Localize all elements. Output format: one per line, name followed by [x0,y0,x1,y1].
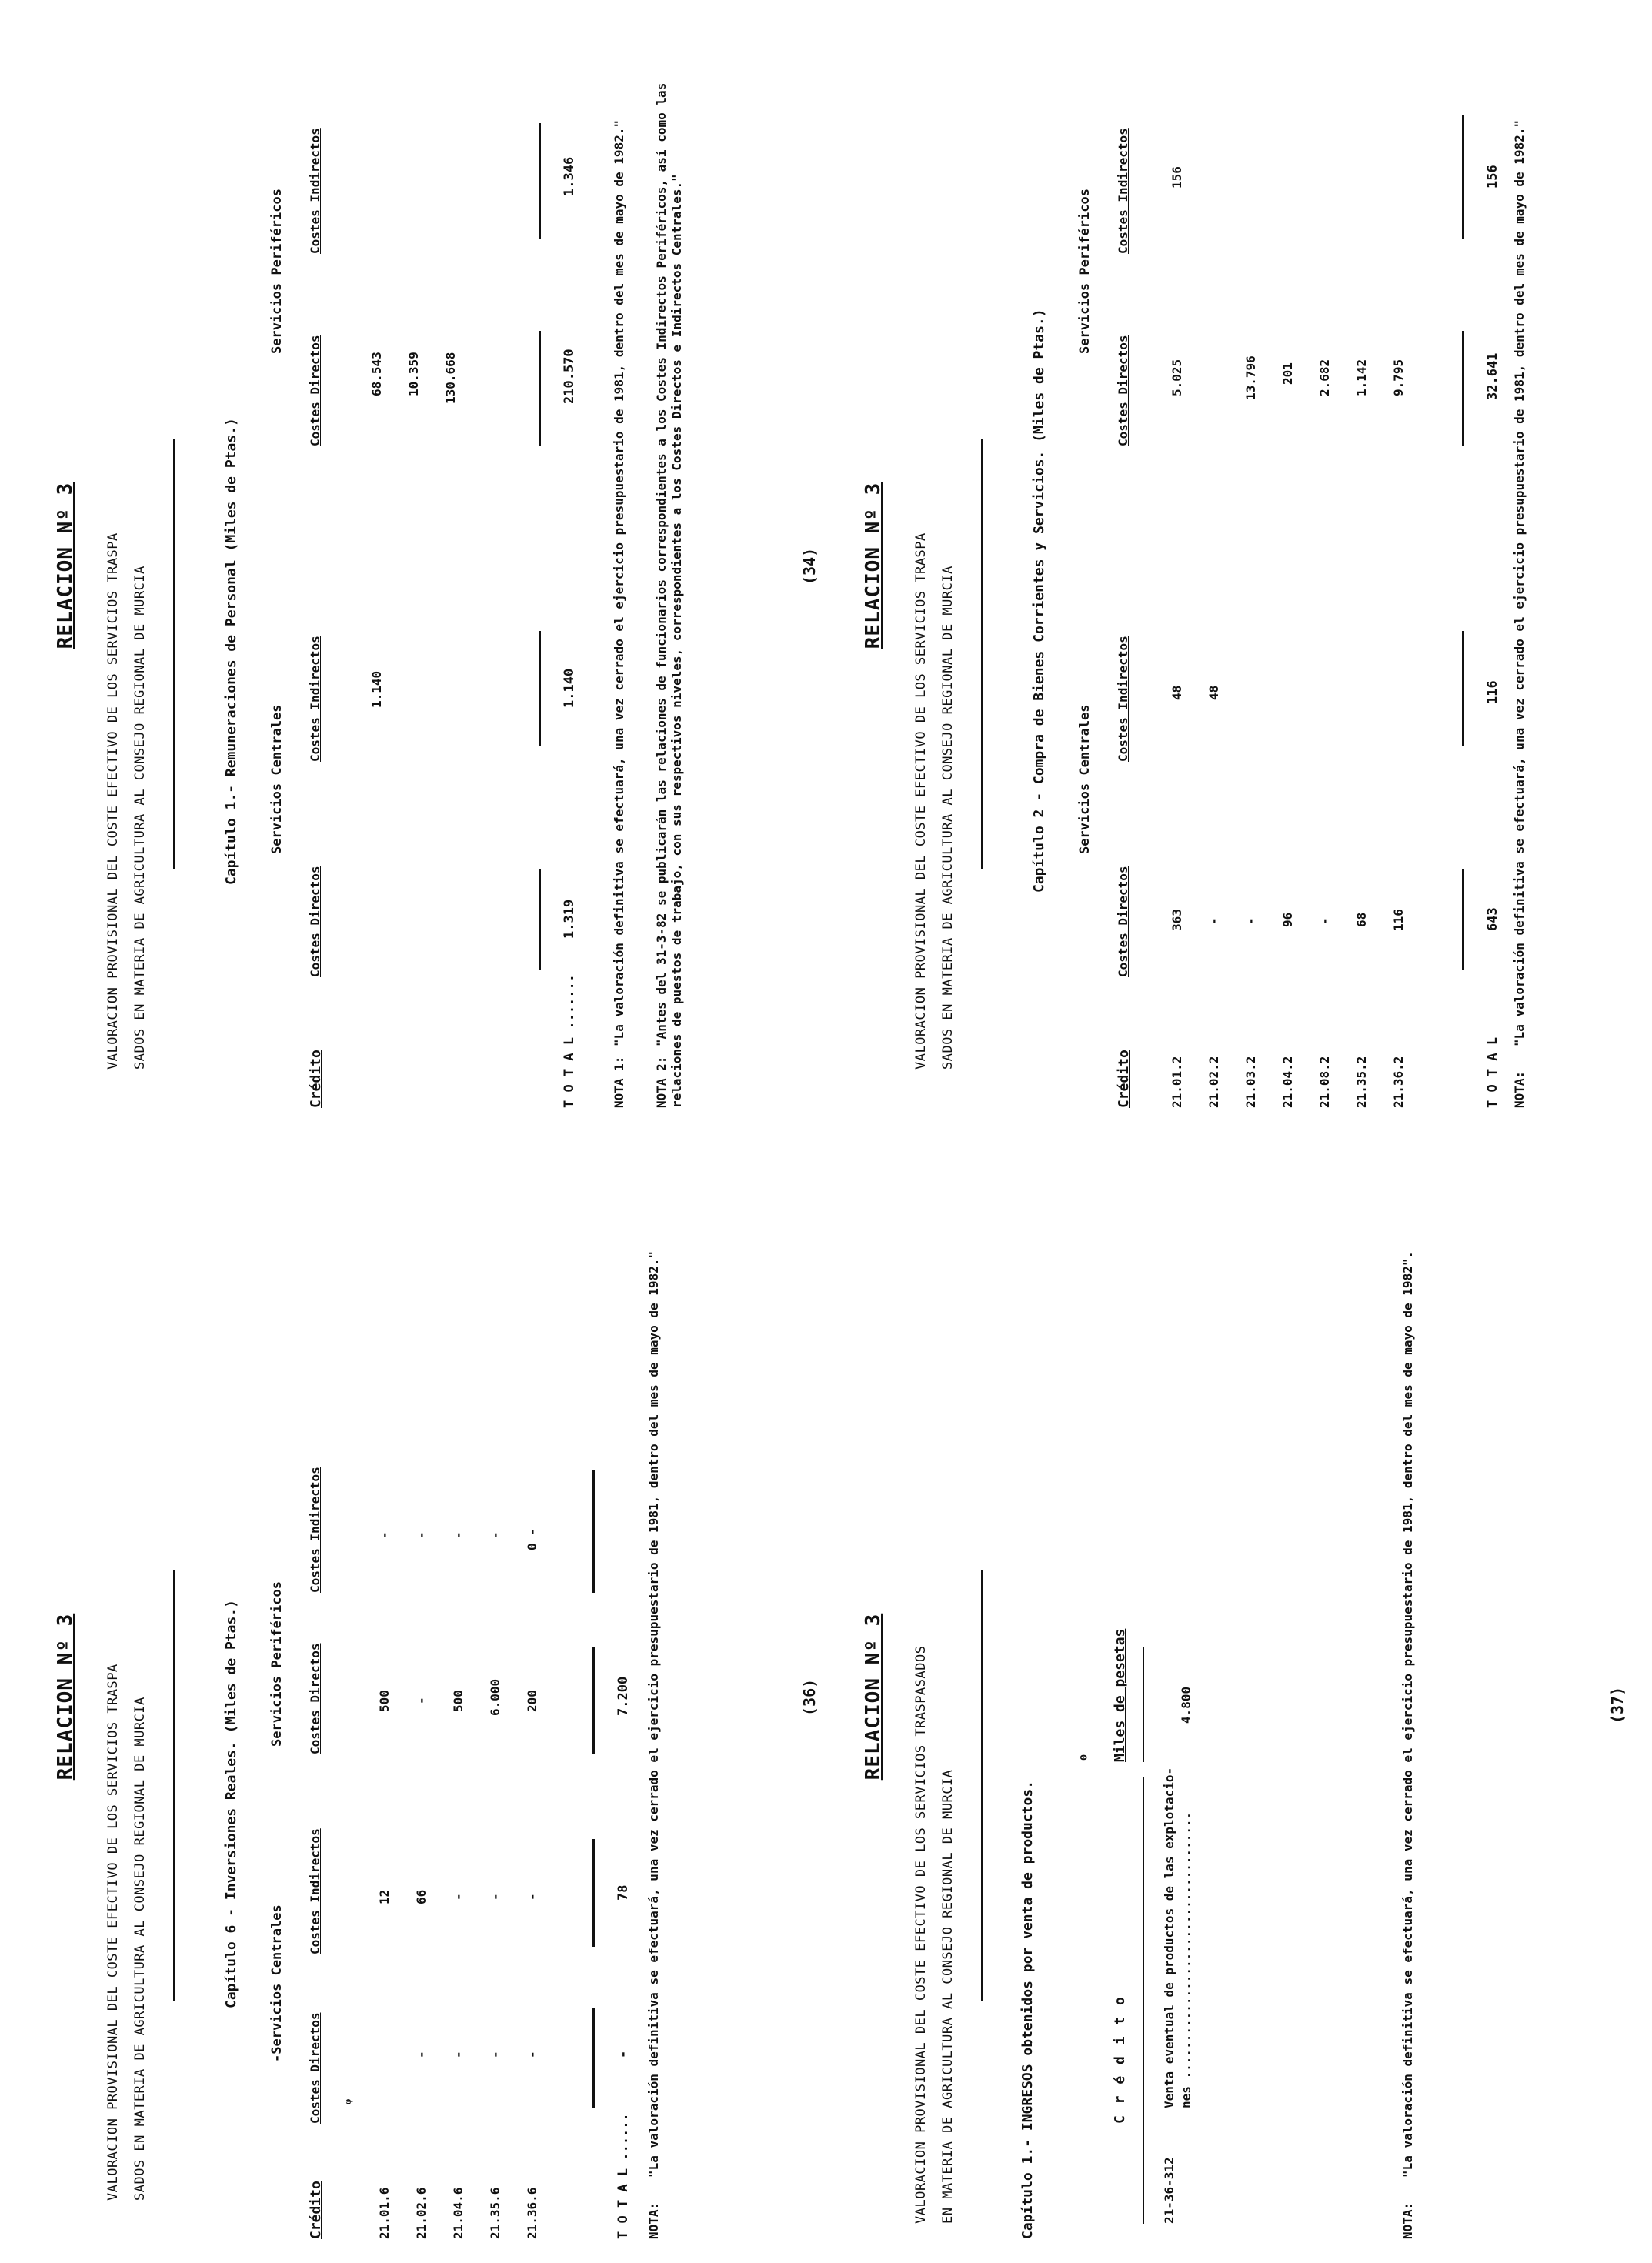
stray-mark: ⁰ [1077,1752,1096,1762]
credito-code: 21-36-312 [1162,2157,1176,2224]
table-row: 21.01.2 363 48 5.025 156 [1170,166,1184,1108]
page-number: (34) [800,547,819,585]
header-credito: Crédito [308,1050,324,1108]
total-rule [592,1647,595,1754]
table-row: 21.02.6 - 66 - - [414,1531,429,2239]
total-cd-perifericos: 32.641 [1485,352,1500,400]
total-rule [1462,869,1464,970]
table-row: 21.36.2 116 9.795 [1391,359,1406,1108]
total-cd-centrales: 643 [1485,907,1500,931]
note: NOTA:"La valoración definitiva se efectuará, una vez cerrado el ejercicio presupuestario de 1981, dentro del mes de mayo de 1982." [1512,119,1527,1108]
chapter-heading: Capítulo 1.- INGRESOS obtenidos por venta de productos. [1020,1780,1036,2239]
note: NOTA:"La valoración definitiva se efectuará, una vez cerrado el ejercicio presupuestario de 1981, dentro del mes de mayo de 1982". [1400,1250,1415,2239]
separator-rule [981,1570,983,2001]
total-ci-centrales: 78 [616,1884,631,1901]
page-subtitle: VALORACION PROVISIONAL DEL COSTE EFECTIVO DE LOS SERVICIOS TRASPA SADOS EN MATERIA DE AGRICULTURA AL CONSEJO REGIONAL DE MURCIA [913,532,956,1070]
header-costes-directos: Costes Directos [308,2012,322,2124]
header-costes-directos: Costes Directos [308,335,322,446]
page-number: (36) [800,1678,819,1716]
total-cd-centrales: 1.319 [562,899,577,939]
table-row: 10.359 [406,352,421,396]
note-1: NOTA 1:"La valoración definitiva se efectuará, una vez cerrado el ejercicio presupuestario de 1981, dentro del mes de mayo de 1982." [612,119,626,1108]
total-ci-centrales: 1.140 [562,668,577,708]
total-ci-centrales: 116 [1485,680,1500,704]
table-row: 21.04.2 96 201 [1280,362,1295,1108]
page-subtitle: VALORACION PROVISIONAL DEL COSTE EFECTIVO DE LOS SERVICIOS TRASPASADOS EN MATERIA DE AGRICULTURA AL CONSEJO REGIONAL DE MURCIA [913,1645,956,2224]
table-row: 21.36.6 - - 200 0 - [525,1528,539,2239]
header-costes-indirectos: Costes Indirectos [1116,128,1130,254]
total-rule [1462,631,1464,746]
header-costes-indirectos: Costes Indirectos [308,1828,322,1954]
table-row: 130.668 [443,352,458,404]
total-rule [1462,331,1464,446]
header-costes-indirectos: Costes Indirectos [1116,636,1130,762]
miles-underline [1143,1647,1144,1762]
table-row: 21.35.6 - - 6.000 - [488,1531,502,2239]
header-costes-directos: Costes Directos [308,1643,322,1754]
total-rule [1462,115,1464,239]
table-row: 21.04.6 - - 500 - [451,1531,466,2239]
header-credito: Crédito [1116,1050,1132,1108]
total-ci-perifericos: 1.346 [562,156,577,196]
header-costes-directos: Costes Directos [308,866,322,977]
page-37 [846,1139,1639,2255]
separator-rule [173,1570,175,2001]
header-servicios-centrales: -Servicios Centrales [269,1904,285,2062]
header-servicios-centrales: Servicios Centrales [269,704,285,854]
page-title: RELACION Nº 3 [862,1613,885,1781]
total-rule [592,1839,595,1947]
credito-underline [1143,1777,1144,2224]
total-rule [539,631,541,746]
total-label: T O T A L ...... [616,2113,631,2239]
header-costes-indirectos: Costes Indirectos [308,1467,322,1593]
note-2: NOTA 2:"Antes del 31-3-82 se publicarán las relaciones de funcionarios correspondientes a los Costes Indirectos Periféricos, así como las relaciones de puestos de trabajo, con sus respectivos niveles, correspondientes a los Costes Directos e Indirectos Centrales." [654,82,684,1108]
header-servicios-centrales: Servicios Centrales [1077,704,1093,854]
total-rule [539,331,541,446]
page-36 [38,1139,831,2255]
row-description: Venta eventual de productos de las explotacio- [1162,1767,1176,2108]
page-title: RELACION Nº 3 [862,482,885,649]
row-description: nes .................................... [1179,1811,1193,2108]
page-subtitle: VALORACION PROVISIONAL DEL COSTE EFECTIVO DE LOS SERVICIOS TRASPA SADOS EN MATERIA DE AGRICULTURA AL CONSEJO REGIONAL DE MURCIA [105,532,148,1070]
chapter-heading: Capítulo 6 - Inversiones Reales. (Miles de Ptas.) [223,1599,239,2008]
stray-mark: ᵩ [335,2098,353,2104]
header-credito: Crédito [308,2181,324,2239]
row-value: 4.800 [1179,1686,1193,1724]
total-rule [592,2008,595,2108]
total-cd-perifericos: 210.570 [562,349,577,404]
separator-rule [981,439,983,869]
total-rule [592,1470,595,1593]
total-rule [539,869,541,970]
table-row: 21.01.6 12 500 - [377,1531,392,2239]
note: NOTA:"La valoración definitiva se efectuará, una vez cerrado el ejercicio presupuestario de 1981, dentro del mes de mayo de 1982." [646,1250,661,2239]
header-costes-directos: Costes Directos [1116,866,1130,977]
page-35 [846,8,1639,1123]
header-costes-indirectos: Costes Indirectos [308,128,322,254]
header-servicios-perifericos: Servicios Periféricos [269,1581,285,1747]
table-row: 1.140 68.543 [369,352,384,708]
header-servicios-perifericos: Servicios Periféricos [269,189,285,354]
table-row: 21.03.2 - 13.796 [1243,355,1258,1108]
total-rule [539,123,541,239]
table-row: 21.35.2 68 1.142 [1354,359,1369,1108]
separator-rule [173,439,175,869]
total-label: T O T A L [1485,1036,1500,1108]
table-row: 21.02.2 - 48 [1206,685,1221,1108]
header-servicios-perifericos: Servicios Periféricos [1077,189,1093,354]
total-cd-perifericos: 7.200 [616,1676,631,1716]
total-label: T O T A L ....... [562,974,577,1108]
page-34 [38,8,831,1123]
header-costes-indirectos: Costes Indirectos [308,636,322,762]
chapter-heading: Capítulo 2 - Compra de Bienes Corrientes y Servicios. (Miles de Ptas.) [1031,309,1047,893]
chapter-heading: Capítulo 1.- Remuneraciones de Personal (Miles de Ptas.) [223,418,239,885]
header-credito: C r é d i t o [1112,1995,1128,2124]
table-row: 21.08.2 - 2.682 [1317,359,1332,1108]
page-number: (37) [1608,1686,1627,1724]
page-title: RELACION Nº 3 [54,1613,77,1781]
header-costes-directos: Costes Directos [1116,335,1130,446]
page-subtitle: VALORACION PROVISIONAL DEL COSTE EFECTIVO DE LOS SERVICIOS TRASPA SADOS EN MATERIA DE AGRICULTURA AL CONSEJO REGIONAL DE MURCIA [105,1664,148,2201]
header-miles-de-pesetas: Miles de pesetas [1112,1628,1128,1762]
total-ci-perifericos: 156 [1485,165,1500,189]
total-cd-centrales: - [616,2050,631,2058]
page-title: RELACION Nº 3 [54,482,77,649]
